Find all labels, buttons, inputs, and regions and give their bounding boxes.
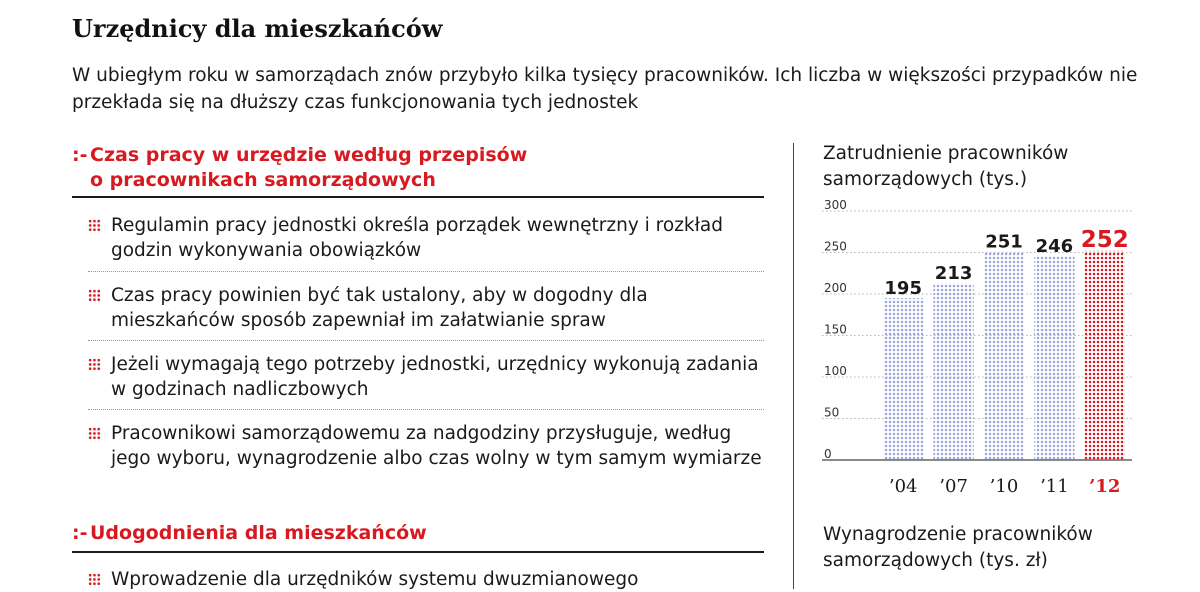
bar-10 [984,252,1024,460]
column-divider [793,143,794,589]
chart-title: Zatrudnienie pracowników samorządowych (tys.) [823,143,1069,190]
x-tick-label: ’04 [888,476,918,497]
section-heading-line2: o pracownikach samorządowych [90,169,436,191]
y-tick-label: 300 [824,200,847,212]
bar-value-label: 251 [985,231,1023,253]
item-divider [88,271,764,272]
list-item-text: Wprowadzenie dla urzędników systemu dwuzmianowego [111,569,639,590]
second-chart-title: Wynagrodzenie pracowników samorządowych (tys. zł) [823,524,1093,571]
list-item [88,567,764,592]
bar-value-label: 213 [934,263,973,285]
bar-04 [883,298,923,460]
x-tick-label: ’11 [1040,476,1069,497]
lead-paragraph: W ubiegłym roku w samorządach znów przybyło kilka tysięcy pracowników. Ich liczba w większości przypadków nie przekłada się na dłuższy czas funkcjonowania tych jednostek [72,65,1138,113]
section-marker-icon: :- [72,144,88,166]
dot-grid-icon [88,358,101,371]
bar-value-label: 252 [1080,226,1129,253]
y-tick-label: 200 [824,281,847,295]
dot-grid-icon [88,219,101,232]
section-heading-text: Udogodnienia dla mieszkańców [90,522,427,544]
dot-grid-icon [88,427,101,440]
dot-grid-icon [88,573,101,586]
section-rule [72,196,764,198]
y-tick-label: 250 [824,239,847,254]
employment-bar-chart [800,200,1140,500]
bar-value-label: 246 [1035,235,1074,257]
bar-12 [1085,251,1125,460]
y-tick-label: 0 [824,447,832,461]
section-heading-line1: Czas pracy w urzędzie według przepisów [90,144,528,166]
list-item [88,352,764,402]
bar-value-label: 195 [884,278,922,300]
y-tick-label: 100 [824,364,847,378]
list-item-text: Jeżeli wymagają tego potrzeby jednostki, urzędnicy wykonują zadania w godzinach nadliczbowych [111,354,759,400]
list-item [88,213,764,263]
list-item-text: Pracownikowi samorządowemu za nadgodziny przysługuje, według jego wyboru, wynagrodzenie albo czas wolny w tym samym wymiarze [111,423,762,469]
bar-07 [933,283,973,460]
y-tick-label: 150 [824,322,847,337]
item-divider [88,340,764,341]
list-item [88,283,764,333]
item-divider [88,409,764,410]
section-rule [72,551,764,553]
x-tick-label: ’10 [989,476,1019,497]
x-tick-label: ’12 [1089,476,1121,497]
page-title: Urzędnicy dla mieszkańców [72,14,443,43]
section-marker-icon: :- [72,522,88,544]
y-tick-label: 50 [824,405,840,420]
list-item-text: Czas pracy powinien być tak ustalony, aby w dogodny dla mieszkańców sposób zapewniał im załatwianie spraw [111,285,648,331]
x-tick-label: ’07 [939,476,968,497]
list-item-text: Regulamin pracy jednostki określa porządek wewnętrzny i rozkład godzin wykonywania obowiązków [111,215,723,261]
section-heading-working-time [72,143,762,193]
bar-11 [1034,256,1074,460]
section-heading-conveniences [72,521,762,546]
list-item [88,421,764,471]
dot-grid-icon [88,289,101,302]
